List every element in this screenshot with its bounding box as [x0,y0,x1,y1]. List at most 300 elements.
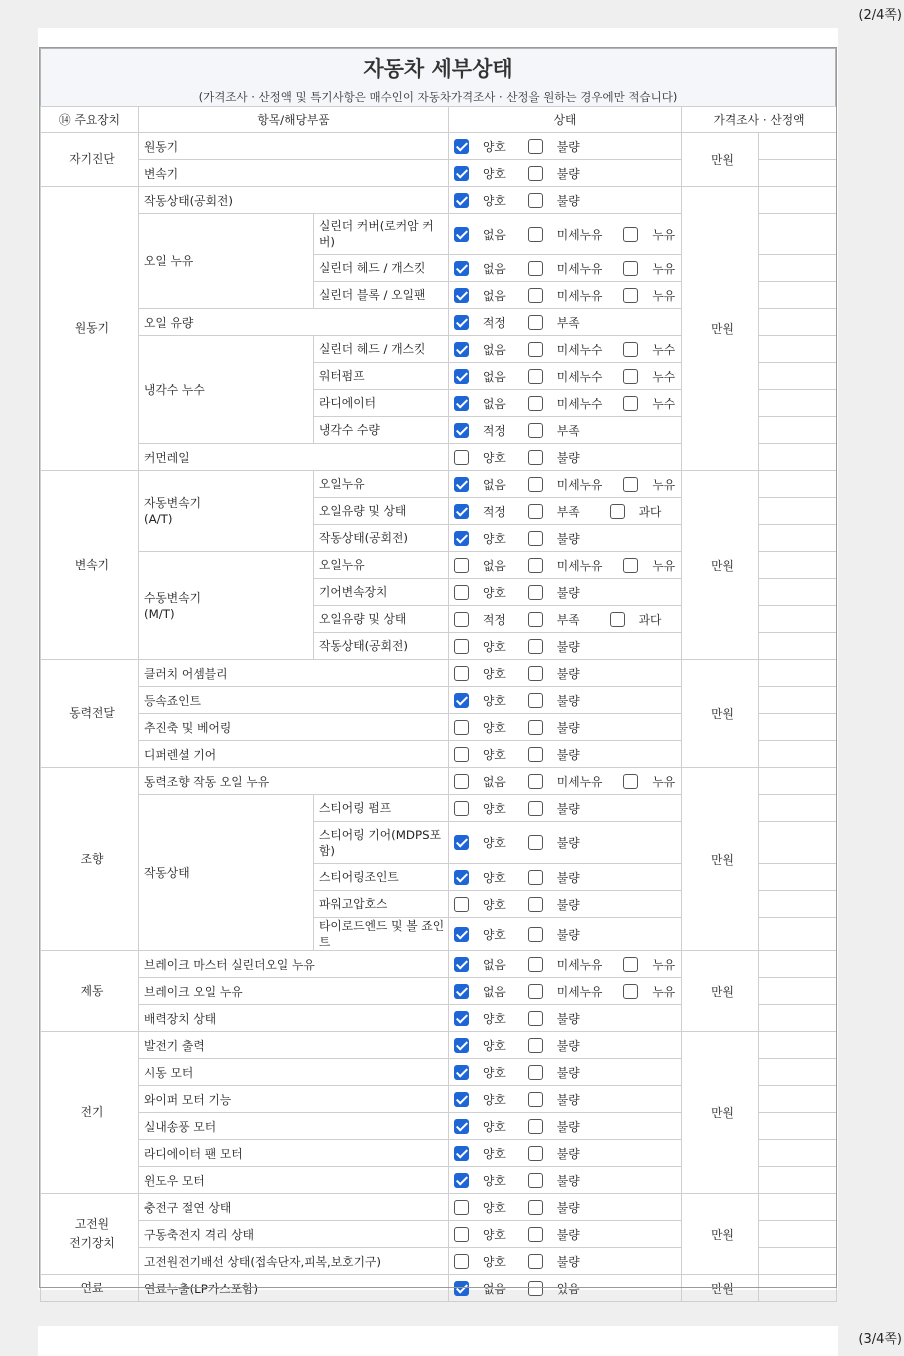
checkbox-icon[interactable] [454,957,469,972]
checkbox-icon[interactable] [454,774,469,789]
option-label: 불량 [556,720,580,735]
checkbox-icon[interactable] [454,531,469,546]
checkbox-icon[interactable] [528,1065,543,1080]
status-cell [449,951,682,978]
price-input-cell[interactable] [759,1032,837,1059]
checkbox-icon[interactable] [623,957,638,972]
option-label: 과다 [638,504,662,519]
checkbox-icon[interactable] [528,720,543,735]
checkbox-icon[interactable] [528,666,543,681]
status-cell [449,1086,682,1113]
price-input-cell[interactable] [759,864,837,891]
status-option [454,746,506,763]
checkbox-icon[interactable] [623,261,638,276]
status-option [623,368,675,385]
checkbox-icon[interactable] [454,450,469,465]
checkbox-icon[interactable] [454,801,469,816]
option-label: 불량 [556,450,580,465]
price-input-cell[interactable] [759,918,837,951]
price-input-cell[interactable] [759,1167,837,1194]
group-label: 제동 [41,951,139,1032]
item-label: 스티어링조인트 [314,864,449,891]
item-label: 라디에이터 팬 모터 [139,1140,449,1167]
checkbox-icon[interactable] [454,835,469,850]
option-label: 양호 [483,836,506,850]
status-option [623,341,675,358]
price-input-cell[interactable] [759,951,837,978]
status-option [454,226,506,243]
checkbox-icon[interactable] [454,193,469,208]
checkbox-icon[interactable] [454,1146,469,1161]
status-option [528,983,603,1000]
checkbox-icon[interactable] [610,504,625,519]
option-label: 양호 [483,1092,506,1107]
price-input-cell[interactable] [759,214,837,255]
status-option [528,557,603,574]
price-input-cell[interactable] [759,1221,837,1248]
subgroup-label: 냉각수 누수 [139,336,314,444]
status-cell [449,1059,682,1086]
option-label: 양호 [483,1065,506,1080]
status-option [454,1118,506,1135]
status-option [454,638,506,655]
price-input-cell[interactable] [759,768,837,795]
checkbox-icon[interactable] [454,1254,469,1269]
status-cell [449,918,682,951]
item-label: 오일누유 [314,552,449,579]
status-cell [449,309,682,336]
option-label: 양호 [483,1038,506,1053]
price-input-cell[interactable] [759,1113,837,1140]
item-label: 실린더 블록 / 오일팬 [314,282,449,309]
status-cell [449,978,682,1005]
price-input-cell[interactable] [759,160,837,187]
checkbox-icon[interactable] [528,1227,543,1242]
status-option [528,138,580,155]
status-cell [449,552,682,579]
option-label: 불량 [556,666,580,681]
checkbox-icon[interactable] [528,342,543,357]
checkbox-icon[interactable] [454,666,469,681]
group-label: 자기진단 [41,133,139,187]
status-cell [449,660,682,687]
option-label: 누유 [652,774,676,789]
status-cell [449,687,682,714]
price-input-cell[interactable] [759,187,837,214]
checkbox-icon[interactable] [528,166,543,181]
option-label: 과다 [638,612,662,627]
checkbox-icon[interactable] [454,139,469,154]
price-input-cell[interactable] [759,741,837,768]
status-option [610,611,662,628]
option-label: 없음 [483,774,506,789]
item-label: 파워고압호스 [314,891,449,918]
checkbox-icon[interactable] [454,1065,469,1080]
option-label: 양호 [483,1254,506,1269]
option-label: 없음 [483,342,506,357]
checkbox-icon[interactable] [528,957,543,972]
option-label: 불량 [556,1065,580,1080]
status-cell [449,1140,682,1167]
option-label: 불량 [556,1146,580,1161]
option-label: 양호 [483,870,506,885]
price-input-cell[interactable] [759,363,837,390]
option-label: 누유 [652,227,676,242]
price-input-cell[interactable] [759,1005,837,1032]
checkbox-icon[interactable] [623,227,638,242]
item-label: 커먼레일 [139,444,449,471]
checkbox-icon[interactable] [454,693,469,708]
checkbox-icon[interactable] [454,477,469,492]
checkbox-icon[interactable] [528,1254,543,1269]
checkbox-icon[interactable] [528,1011,543,1026]
checkbox-icon[interactable] [623,984,638,999]
checkbox-icon[interactable] [623,369,638,384]
subgroup-label: 작동상태 [139,795,314,951]
option-label: 불량 [556,870,580,885]
option-label: 없음 [483,558,506,573]
price-input-cell[interactable] [759,1140,837,1167]
checkbox-icon[interactable] [454,423,469,438]
option-label: 미세누수 [556,369,603,384]
status-option [454,1253,506,1270]
checkbox-icon[interactable] [623,477,638,492]
checkbox-icon[interactable] [528,558,543,573]
option-label: 양호 [483,1119,506,1134]
price-input-cell[interactable] [759,133,837,160]
checkbox-icon[interactable] [528,1173,543,1188]
option-label: 누유 [652,477,676,492]
checkbox-icon[interactable] [454,1173,469,1188]
option-label: 누유 [652,288,676,303]
item-label: 작동상태(공회전) [139,187,449,214]
price-input-cell[interactable] [759,891,837,918]
price-input-cell[interactable] [759,336,837,363]
status-option [528,956,603,973]
form-title: 자동차 세부상태 [363,57,513,81]
option-label: 양호 [483,720,506,735]
item-label: 구동축전지 격리 상태 [139,1221,449,1248]
header-item: 항목/해당부품 [139,107,449,133]
option-label: 누유 [652,558,676,573]
price-input-cell[interactable] [759,1275,837,1302]
checkbox-icon[interactable] [528,193,543,208]
table-row [41,1275,837,1302]
checkbox-icon[interactable] [454,585,469,600]
checkbox-icon[interactable] [454,639,469,654]
checkbox-icon[interactable] [623,342,638,357]
item-label: 연료누출(LP가스포함) [139,1275,449,1302]
option-label: 불량 [556,1173,580,1188]
status-option [454,1172,506,1189]
table-row [41,1194,837,1221]
checkbox-icon[interactable] [454,1011,469,1026]
price-input-cell[interactable] [759,1248,837,1275]
item-label: 작동상태(공회전) [314,633,449,660]
option-label: 불량 [556,693,580,708]
price-input-cell[interactable] [759,525,837,552]
checkbox-icon[interactable] [528,450,543,465]
status-option [454,800,506,817]
price-input-cell[interactable] [759,1194,837,1221]
option-label: 불량 [556,1254,580,1269]
item-label: 브레이크 오일 누유 [139,978,449,1005]
option-label: 누수 [652,369,676,384]
checkbox-icon[interactable] [528,585,543,600]
option-label: 양호 [483,639,506,654]
checkbox-icon[interactable] [623,558,638,573]
checkbox-icon[interactable] [454,747,469,762]
price-input-cell[interactable] [759,390,837,417]
option-label: 양호 [483,897,506,912]
status-option [528,1199,580,1216]
item-label: 오일누유 [314,471,449,498]
checkbox-icon[interactable] [454,870,469,885]
status-option [528,1280,580,1297]
status-option [454,1226,506,1243]
checkbox-icon[interactable] [454,288,469,303]
option-label: 양호 [483,666,506,681]
checkbox-icon[interactable] [454,1281,469,1296]
checkbox-icon[interactable] [454,897,469,912]
option-label: 불량 [556,585,580,600]
checkbox-icon[interactable] [454,1092,469,1107]
price-input-cell[interactable] [759,309,837,336]
checkbox-icon[interactable] [528,423,543,438]
status-option [528,926,580,943]
status-option [528,422,580,439]
price-input-cell[interactable] [759,471,837,498]
checkbox-icon[interactable] [623,288,638,303]
option-label: 누수 [652,396,676,411]
item-label: 타이로드엔드 및 볼 죠인트 [314,918,449,951]
option-label: 양호 [483,585,506,600]
checkbox-icon[interactable] [454,1227,469,1242]
price-input-cell[interactable] [759,822,837,864]
option-label: 불량 [556,927,580,942]
checkbox-icon[interactable] [454,1119,469,1134]
item-label: 오일유량 및 상태 [314,606,449,633]
option-label: 없음 [483,261,506,276]
checkbox-icon[interactable] [454,227,469,242]
status-cell [449,864,682,891]
checkbox-icon[interactable] [528,1281,543,1296]
status-option [454,1010,506,1027]
checkbox-icon[interactable] [454,396,469,411]
status-option [454,449,506,466]
option-label: 있음 [556,1281,580,1296]
status-cell [449,525,682,552]
checkbox-icon[interactable] [528,612,543,627]
checkbox-icon[interactable] [610,612,625,627]
checkbox-icon[interactable] [528,747,543,762]
item-label: 실린더 헤드 / 개스킷 [314,255,449,282]
checkbox-icon[interactable] [528,261,543,276]
status-cell [449,214,682,255]
item-label: 실내송풍 모터 [139,1113,449,1140]
checkbox-icon[interactable] [528,639,543,654]
checkbox-icon[interactable] [454,261,469,276]
item-label: 시동 모터 [139,1059,449,1086]
status-cell [449,714,682,741]
option-label: 부족 [556,504,580,519]
form-subtitle: (가격조사 · 산정액 및 특기사항은 매수인이 자동차가격조사 · 산정을 원하는 경우에만 적습니다) [198,90,678,104]
status-cell [449,579,682,606]
price-input-cell[interactable] [759,978,837,1005]
option-label: 양호 [483,801,506,816]
status-option [528,584,580,601]
checkbox-icon[interactable] [528,693,543,708]
checkbox-icon[interactable] [528,369,543,384]
price-input-cell[interactable] [759,282,837,309]
status-option [454,1091,506,1108]
option-label: 적정 [483,504,506,519]
price-input-cell[interactable] [759,498,837,525]
option-label: 부족 [556,612,580,627]
status-option [454,287,506,304]
item-label: 라디에이터 [314,390,449,417]
item-label: 워터펌프 [314,363,449,390]
checkbox-icon[interactable] [528,504,543,519]
option-label: 불량 [556,1200,580,1215]
checkbox-icon[interactable] [454,504,469,519]
item-label: 등속죠인트 [139,687,449,714]
checkbox-icon[interactable] [528,927,543,942]
price-unit: 만원 [682,133,759,187]
price-input-cell[interactable] [759,444,837,471]
status-option [454,192,506,209]
status-option [454,926,506,943]
checkbox-icon[interactable] [528,396,543,411]
option-label: 없음 [483,288,506,303]
checkbox-icon[interactable] [454,720,469,735]
price-input-cell[interactable] [759,255,837,282]
price-input-cell[interactable] [759,660,837,687]
price-input-cell[interactable] [759,714,837,741]
status-option [623,476,675,493]
status-option [528,1253,580,1270]
price-input-cell[interactable] [759,417,837,444]
status-option [623,395,675,412]
option-label: 불량 [556,801,580,816]
status-cell [449,1248,682,1275]
price-input-cell[interactable] [759,795,837,822]
checkbox-icon[interactable] [454,558,469,573]
checkbox-icon[interactable] [454,166,469,181]
price-unit: 만원 [682,1194,759,1275]
checkbox-icon[interactable] [528,227,543,242]
status-option [454,773,506,790]
status-cell [449,498,682,525]
status-cell [449,363,682,390]
price-unit: 만원 [682,187,759,471]
checkbox-icon[interactable] [528,801,543,816]
checkbox-icon[interactable] [454,927,469,942]
checkbox-icon[interactable] [528,288,543,303]
checkbox-icon[interactable] [528,1119,543,1134]
checkbox-icon[interactable] [528,1146,543,1161]
status-option [454,869,506,886]
checkbox-icon[interactable] [528,897,543,912]
status-cell [449,187,682,214]
status-cell [449,133,682,160]
status-option [454,341,506,358]
checkbox-icon[interactable] [454,1200,469,1215]
status-option [454,314,506,331]
checkbox-icon[interactable] [528,870,543,885]
price-input-cell[interactable] [759,579,837,606]
table-row [41,133,837,160]
checkbox-icon[interactable] [528,1038,543,1053]
checkbox-icon[interactable] [528,315,543,330]
option-label: 양호 [483,193,506,208]
option-label: 없음 [483,369,506,384]
status-option [610,503,662,520]
status-option [528,395,603,412]
option-label: 미세누수 [556,396,603,411]
status-cell [449,1167,682,1194]
option-label: 부족 [556,423,580,438]
checkbox-icon[interactable] [528,835,543,850]
checkbox-icon[interactable] [454,612,469,627]
status-option [454,956,506,973]
status-option [528,800,580,817]
checkbox-icon[interactable] [623,396,638,411]
checkbox-icon[interactable] [528,984,543,999]
option-label: 부족 [556,315,580,330]
checkbox-icon[interactable] [528,477,543,492]
price-input-cell[interactable] [759,1086,837,1113]
group-label: 연료 [41,1275,139,1302]
option-label: 양호 [483,1200,506,1215]
checkbox-icon[interactable] [528,1200,543,1215]
checkbox-icon[interactable] [528,774,543,789]
table-row [41,471,837,498]
price-input-cell[interactable] [759,606,837,633]
table-header-row [41,107,837,133]
checkbox-icon[interactable] [528,1092,543,1107]
status-option [528,260,603,277]
price-input-cell[interactable] [759,552,837,579]
checkbox-icon[interactable] [454,984,469,999]
option-label: 양호 [483,1146,506,1161]
checkbox-icon[interactable] [454,342,469,357]
option-label: 양호 [483,531,506,546]
checkbox-icon[interactable] [623,774,638,789]
status-cell [449,390,682,417]
option-label: 양호 [483,450,506,465]
group-label: 전기 [41,1032,139,1194]
status-option [528,1037,580,1054]
item-label: 발전기 출력 [139,1032,449,1059]
price-input-cell[interactable] [759,633,837,660]
checkbox-icon[interactable] [454,369,469,384]
status-cell [449,471,682,498]
checkbox-icon[interactable] [454,315,469,330]
price-input-cell[interactable] [759,1059,837,1086]
checkbox-icon[interactable] [528,139,543,154]
option-label: 양호 [483,1173,506,1188]
status-cell [449,795,682,822]
status-cell [449,891,682,918]
price-input-cell[interactable] [759,687,837,714]
status-cell [449,741,682,768]
checkbox-icon[interactable] [454,1038,469,1053]
checkbox-icon[interactable] [528,531,543,546]
status-option [454,530,506,547]
status-cell [449,1221,682,1248]
status-option [454,476,506,493]
